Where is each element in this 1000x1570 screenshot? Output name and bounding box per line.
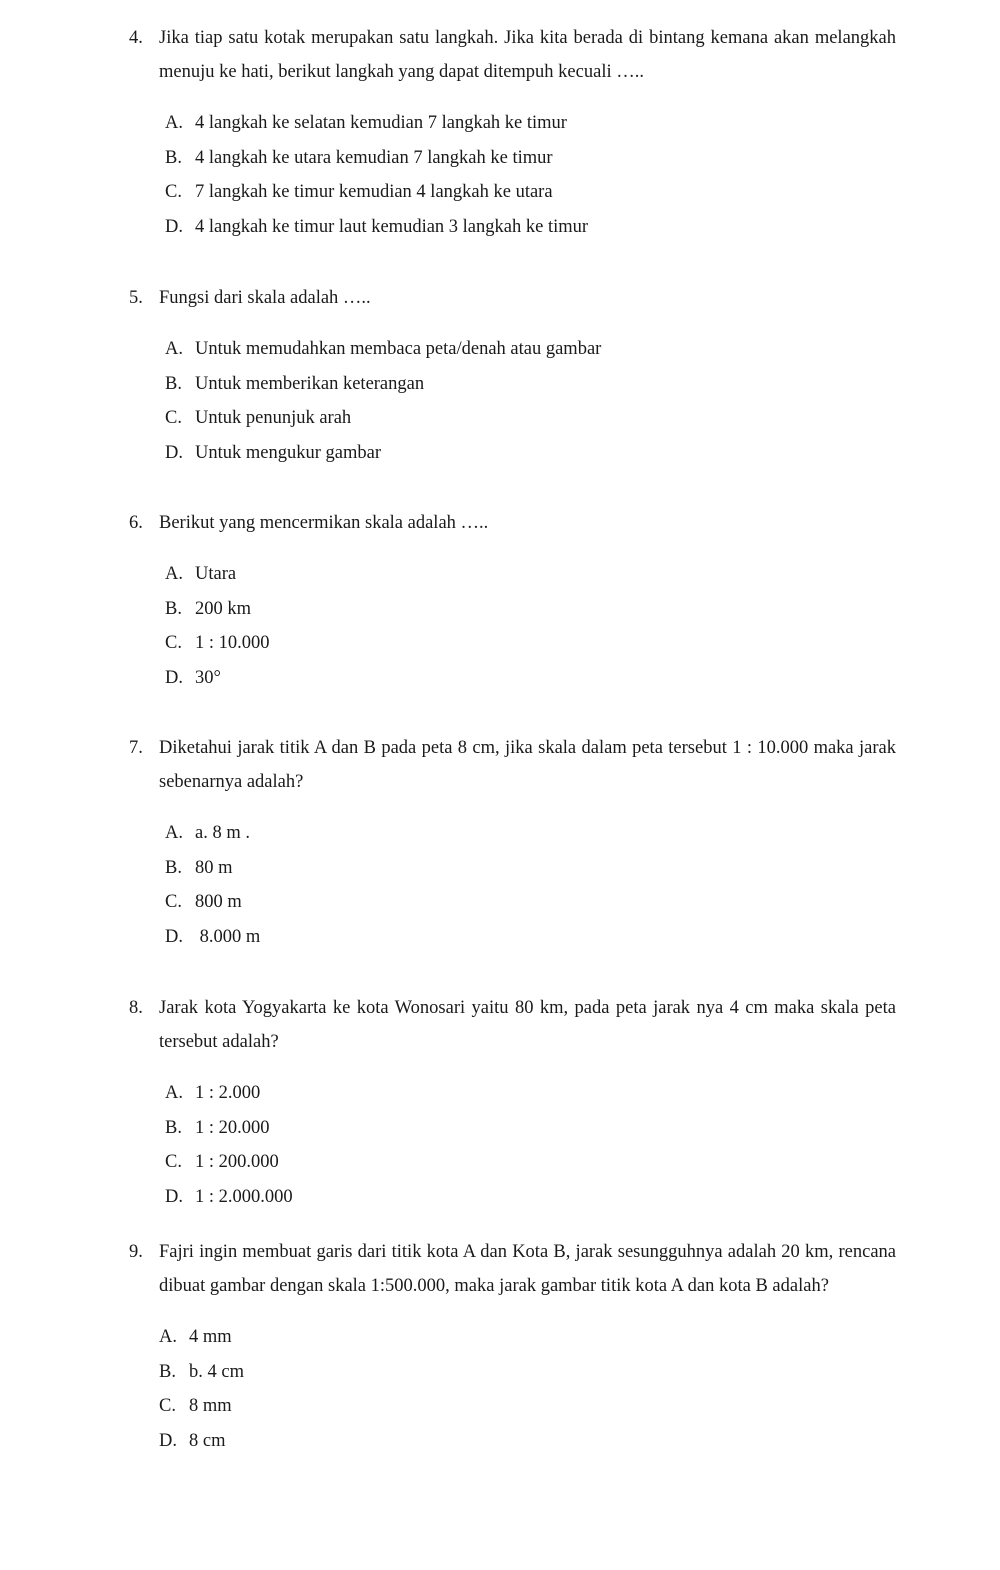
option-d: D. 30° (165, 667, 221, 688)
options-list (129, 1320, 896, 1458)
option-d: D. 4 langkah ke timur laut kemudian 3 langkah ke timur (165, 216, 589, 237)
option-a: A. a. 8 m . (165, 823, 250, 843)
question-8 (129, 991, 896, 1214)
question-text: Jika tiap satu kotak merupakan satu langkah. Jika kita berada di bintang kemana akan melangkah menuju ke hati, berikut langkah yang dapat ditempuh kecuali ….. (159, 28, 896, 82)
option-d: D. Untuk mengukur gambar (165, 442, 381, 463)
option-a: A. Untuk memudahkan membaca peta/denah atau gambar (165, 339, 602, 359)
question-number: 4. (129, 28, 143, 48)
question-5 (129, 281, 896, 470)
option-a: A. 1 : 2.000 (165, 1083, 261, 1103)
option-d: D. 8 cm (159, 1430, 226, 1451)
option-a: A. Utara (165, 564, 237, 584)
question-9 (129, 1235, 896, 1458)
options-list (129, 816, 896, 954)
question-number: 7. (129, 738, 143, 758)
question-text: Fungsi dari skala adalah ….. (159, 288, 371, 308)
option-b: B. 80 m (165, 857, 233, 878)
options-list (129, 1076, 896, 1214)
question-number: 6. (129, 513, 143, 533)
option-c: C. Untuk penunjuk arah (165, 408, 352, 428)
question-4 (129, 21, 896, 244)
options-list (129, 332, 896, 470)
option-b: B. b. 4 cm (159, 1361, 244, 1382)
option-c: C. 7 langkah ke timur kemudian 4 langkah ke utara (165, 182, 553, 202)
option-d: D. 1 : 2.000.000 (165, 1186, 293, 1207)
options-list (129, 106, 896, 244)
question-text: Berikut yang mencermikan skala adalah ….. (159, 513, 489, 533)
option-b: B. 4 langkah ke utara kemudian 7 langkah ke timur (165, 147, 553, 168)
option-c: C. 800 m (165, 892, 242, 912)
question-text: Fajri ingin membuat garis dari titik kota A dan Kota B, jarak sesungguhnya adalah 20 km, rencana dibuat gambar dengan skala 1:500.000, maka jarak gambar titik kota A dan kota B adalah? (159, 1242, 896, 1296)
option-c: C. 8 mm (159, 1396, 232, 1416)
option-c: C. 1 : 200.000 (165, 1152, 279, 1172)
option-a: A. 4 langkah ke selatan kemudian 7 langkah ke timur (165, 113, 567, 133)
question-number: 8. (129, 998, 143, 1018)
question-number: 5. (129, 288, 143, 308)
options-list (129, 557, 896, 695)
option-b: B. Untuk memberikan keterangan (165, 373, 425, 394)
option-a: A. 4 mm (159, 1327, 232, 1347)
question-7 (129, 731, 896, 954)
option-c: C. 1 : 10.000 (165, 633, 270, 653)
question-text: Diketahui jarak titik A dan B pada peta 8 cm, jika skala dalam peta tersebut 1 : 10.000 maka jarak sebenarnya adalah? (159, 738, 896, 792)
question-6 (129, 506, 896, 695)
question-text: Jarak kota Yogyakarta ke kota Wonosari yaitu 80 km, pada peta jarak nya 4 cm maka skala peta tersebut adalah? (159, 998, 896, 1052)
option-b: B. 1 : 20.000 (165, 1117, 270, 1138)
option-b: B. 200 km (165, 598, 252, 619)
option-d: D. 8.000 m (165, 926, 261, 947)
question-number: 9. (129, 1242, 143, 1262)
